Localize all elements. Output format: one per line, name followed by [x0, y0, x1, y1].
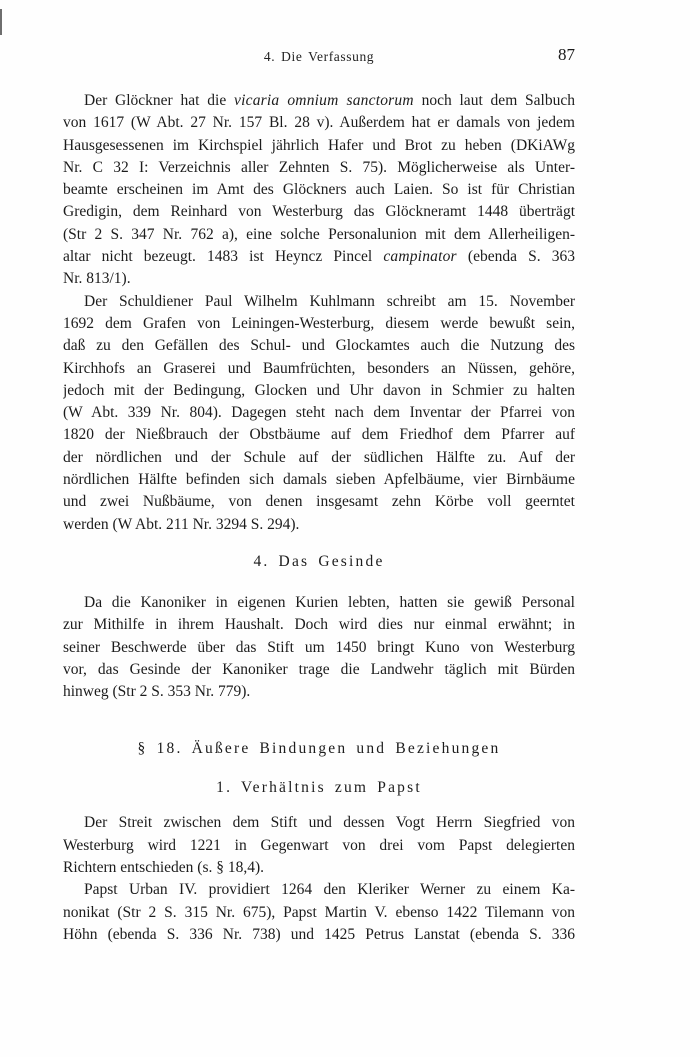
text-line: werden (W Abt. 211 Nr. 3294 S. 294).: [63, 515, 300, 533]
text-line: Nr. 813/1).: [63, 270, 131, 288]
text-run: (ebenda S. 363: [456, 248, 575, 266]
italic-text-run: campinator: [383, 248, 457, 266]
text-line: 1820 der Nießbrauch der Obstbäume auf dem Friedhof dem Pfarrer auf: [63, 426, 575, 444]
heading-verhaeltnis-papst: 1. Verhältnis zum Papst: [216, 779, 422, 797]
text-line: von 1617 (W Abt. 27 Nr. 157 Bl. 28 v). Außerdem hat er damals von jedem: [63, 114, 575, 132]
text-line: [63, 90, 575, 112]
text-line: der nördlichen und der Schule auf der südlichen Hälfte zu. Auf der: [63, 448, 575, 466]
text-line: 1692 dem Grafen von Leiningen-Westerburg, diesem werde bewußt sein,: [63, 314, 575, 332]
text-line: (W Abt. 339 Nr. 804). Dagegen steht nach dem Inventar der Pfarrei von: [63, 404, 575, 422]
text-line: Papst Urban IV. providiert 1264 den Kleriker Werner zu einem Ka-: [84, 881, 575, 899]
text-run: altar nicht bezeugt. 1483 ist Heyncz Pincel: [63, 248, 384, 266]
text-line: hinweg (Str 2 S. 353 Nr. 779).: [63, 683, 251, 701]
text-line: beamte erscheinen im Amt des Glöckners auch Laien. So ist für Christian: [63, 181, 575, 199]
text-line: zur Mithilfe in ihrem Haushalt. Doch wird dies nur einmal erwähnt; in: [63, 616, 575, 634]
text-body: [63, 90, 575, 946]
text-line: jedoch mit der Bedingung, Glocken und Uhr davon in Schmier zu halten: [63, 381, 575, 399]
heading-aussere-bindungen: § 18. Äußere Bindungen und Beziehungen: [137, 740, 501, 758]
text-line: daß zu den Gefällen des Schul- und Glockamtes auch die Nutzung des: [63, 337, 575, 355]
italic-text-run: vicaria omnium sanctorum: [234, 92, 414, 109]
text-line: Westerburg wird 1221 in Gegenwart von drei vom Papst delegierten: [63, 836, 575, 854]
text-line: Nr. C 32 I: Verzeichnis aller Zehnten S. 75). Möglicherweise als Unter-: [63, 158, 575, 176]
text-line: Gredigin, dem Reinhard von Westerburg das Glöckneramt 1448 überträgt: [63, 203, 575, 221]
text-line: Richtern entschieden (s. § 18,4).: [63, 859, 265, 877]
text-line: Da die Kanoniker in eigenen Kurien lebten, hatten sie gewiß Personal: [84, 593, 575, 611]
scan-edge-artifact: [0, 9, 2, 35]
paragraph-streit: [63, 812, 575, 879]
text-line: und zwei Nußbäume, von denen insgesamt zehn Körbe voll geerntet: [63, 493, 575, 511]
text-line: [63, 246, 575, 268]
paragraph-schuldiener: [63, 291, 575, 536]
heading-das-gesinde: 4. Das Gesinde: [253, 552, 385, 570]
text-line: nördlichen Hälfte befinden sich damals sieben Apfelbäume, vier Birnbäume: [63, 471, 575, 489]
text-line: Höhn (ebenda S. 336 Nr. 738) und 1425 Petrus Lanstat (ebenda S. 336: [63, 925, 575, 943]
paragraph-kanoniker: [63, 592, 575, 703]
text-line: seiner Beschwerde über das Stift um 1450 bringt Kuno von Westerburg: [63, 638, 575, 656]
text-line: (Str 2 S. 347 Nr. 762 a), eine solche Personalunion mit dem Allerheiligen-: [63, 225, 575, 243]
text-line: vor, das Gesinde der Kanoniker trage die Landwehr täglich mit Bürden: [63, 660, 575, 678]
text-line: Hausgesessenen im Kirchspiel jährlich Hafer und Brot zu heben (DKiAWg: [63, 136, 575, 154]
text-line: Der Streit zwischen dem Stift und dessen Vogt Herrn Siegfried von: [84, 814, 575, 832]
text-line: nonikat (Str 2 S. 315 Nr. 675), Papst Martin V. ebenso 1422 Tilemann von: [63, 903, 575, 921]
text-line: Kirchhofs an Graserei und Baumfrüchten, besonders an Nüssen, gehöre,: [63, 359, 575, 377]
paragraph-gloeckner: [63, 90, 575, 291]
page-header: [63, 47, 575, 67]
page-number: 87: [558, 45, 575, 64]
running-head: 4. Die Verfassung: [263, 49, 375, 64]
text-line: Der Schuldiener Paul Wilhelm Kuhlmann schreibt am 15. November: [84, 292, 575, 310]
text-run: Der Glöckner hat die: [84, 92, 235, 109]
paragraph-papst-urban: [63, 879, 575, 946]
text-run: noch laut dem Salbuch: [413, 92, 575, 109]
